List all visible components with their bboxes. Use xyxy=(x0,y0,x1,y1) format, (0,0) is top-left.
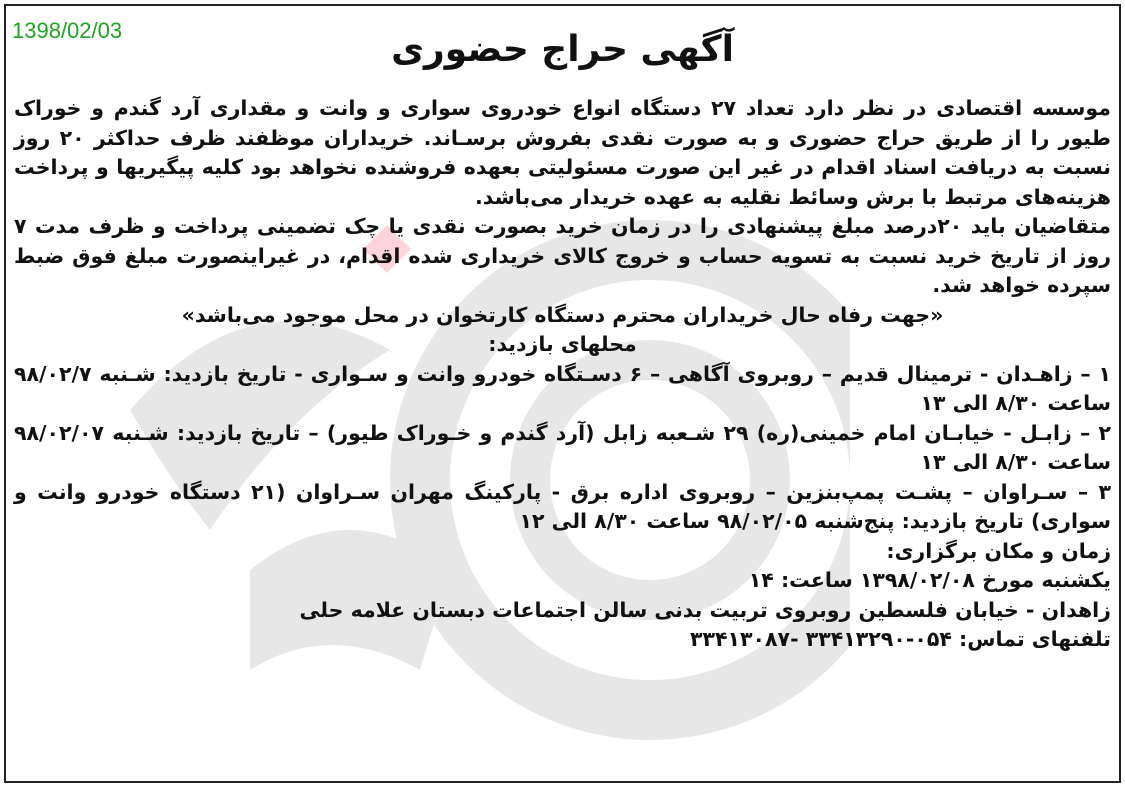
contact-phones: تلفنهای تماس: ۰۵۴-۳۳۴۱۳۲۹۰ -۳۳۴۱۳۰۸۷ xyxy=(689,627,1111,651)
ad-title: آگهی حراج حضوری xyxy=(391,29,734,70)
venue-heading: زمان و مکان برگزاری: xyxy=(886,538,1111,563)
visit-item-saravan: ۳ – سـراوان – پشـت پمپ‌بنزین – روبروی اداره برق - پارکینگ مهران سـراوان (۲۱ دستگاه خودرو وانت و سواری) تاریخ بازدید: پنج‌شنبه ۹۸/۰۲/۰۵ ساعت ۸/۳۰ الی ۱۲ xyxy=(14,479,1111,533)
visit-item-zabol: ۲ – زابـل - خیابـان امام خمینی(ره) ۲۹ شـعبه زابل (آرد گندم و خـوراک طیور) – تاریخ بازدید: شـنبه ۹۸/۰۲/۰۷ ساعت ۸/۳۰ الی ۱۳ xyxy=(14,420,1111,474)
visit-item-zahedan: ۱ – زاهـدان - ترمینال قدیم – روبروی آگاهی – ۶ دسـتگاه خودرو وانت و سـواری - تاریخ بازدید: شـنبه ۹۸/۰۲/۷ ساعت ۸/۳۰ الی ۱۳ xyxy=(14,361,1111,415)
deposit-paragraph: متقاضیان باید ۲۰درصد مبلغ پیشنهادی را در زمان خرید بصورت نقدی یا چک تضمینی پرداخت و ظرف مدت ۷ روز از تاریخ خرید نسبت به تسویه حساب و خروج کالای خریداری شده اقدام، در غیراینصورت مبلغ فوق ضبط سپرده خواهد شد. xyxy=(14,214,1111,297)
venue-datetime: یکشنبه مورخ ۱۳۹۸/۰۲/۰۸ ساعت: ۱۴ xyxy=(748,568,1111,592)
pos-note: «جهت رفاه حال خریداران محترم دستگاه کارتخوان در محل موجود می‌باشد» xyxy=(181,302,944,327)
date-stamp: 1398/02/03 xyxy=(12,18,123,43)
visit-heading: محلهای بازدید: xyxy=(488,332,637,356)
venue-address: زاهدان - خیابان فلسطین روبروی تربیت بدنی سالن اجتماعات دبستان علامه حلی xyxy=(299,597,1111,622)
intro-paragraph: موسسه اقتصادی در نظر دارد تعداد ۲۷ دستگاه انواع خودروی سواری و وانت و مقداری آرد گندم و خوراک طیور را از طریق حراج حضوری و به صورت نقدی بفروش برسـاند. خریداران موظفند ظرف حداکثر ۲۰ روز نسبت به دریافت اسناد اقدام در غیر این صورت مسئولیتی بعهده فروشنده نخواهد بود کلیه پیگیریها و پرداخت هزینه‌های مرتبط با برش وسائط نقلیه به عهده خریدار می‌باشد. xyxy=(14,96,1111,209)
ad-content xyxy=(14,28,1111,655)
